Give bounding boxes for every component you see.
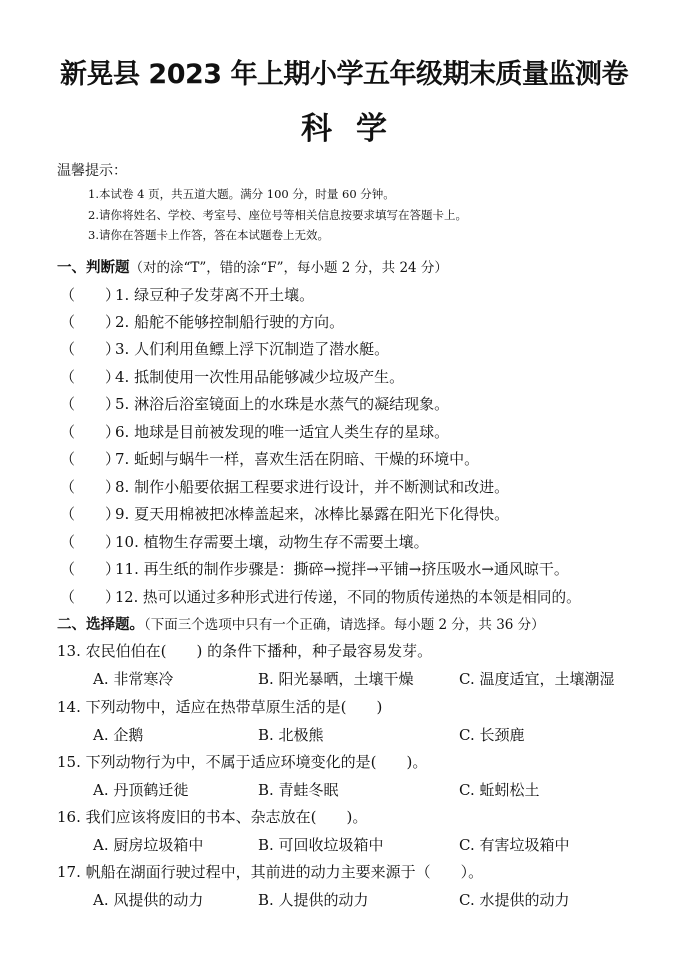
tip-item: 3.请你在答题卡上作答，答在本试题卷上无效。 — [88, 228, 329, 242]
tf-item-text: 6. 地球是目前被发现的唯一适宜人类生存的星球。 — [115, 423, 450, 441]
question-stem: 16. 我们应该将废旧的书本、杂志放在( )。 — [57, 808, 368, 826]
exam-title: 新晃县 2023 年上期小学五年级期末质量监测卷 — [60, 59, 628, 90]
tf-item-text: 2. 船舵不能够控制船行驶的方向。 — [115, 313, 345, 331]
answer-blank: （ ） — [60, 340, 121, 358]
option-b: B. 人提供的动力 — [258, 891, 369, 909]
tf-item — [60, 448, 479, 468]
tf-item — [60, 311, 344, 331]
tf-item-text: 8. 制作小船要依据工程要求进行设计，并不断测试和改进。 — [115, 478, 510, 496]
section-1-heading: 一、判断题 — [57, 260, 130, 276]
section-1-header — [57, 256, 448, 277]
section-2-note: （下面三个选项中只有一个正确，请选择。每小题 2 分，共 36 分） — [144, 617, 545, 633]
option-c: C. 长颈鹿 — [459, 726, 525, 744]
option-b: B. 北极熊 — [258, 726, 324, 744]
tip-item: 1.本试卷 4 页，共五道大题。满分 100 分，时量 60 分钟。 — [88, 187, 395, 201]
tf-item-text: 1. 绿豆种子发芽离不开土壤。 — [115, 286, 315, 304]
question-stem: 15. 下列动物行为中，不属于适应环境变化的是( )。 — [57, 753, 428, 771]
option-b: B. 阳光暴晒，土壤干燥 — [258, 670, 414, 688]
question-stem: 14. 下列动物中，适应在热带草原生活的是( ) — [57, 698, 383, 716]
answer-blank: （ ） — [60, 588, 121, 606]
option-a: A. 非常寒冷 — [93, 670, 174, 688]
answer-blank: （ ） — [60, 478, 121, 496]
option-c: C. 蚯蚓松土 — [459, 781, 540, 799]
section-1-note: （对的涂“T”，错的涂“F”，每小题 2 分，共 24 分） — [129, 260, 448, 276]
tf-item — [60, 503, 509, 523]
tf-item — [60, 338, 389, 358]
tf-item — [60, 366, 404, 386]
subject-title: 科学 — [301, 111, 411, 147]
question-stem: 13. 农民伯伯在( ) 的条件下播种，种子最容易发芽。 — [57, 642, 433, 660]
answer-blank: （ ） — [60, 560, 121, 578]
tf-item-text: 7. 蚯蚓与蜗牛一样，喜欢生活在阴暗、干燥的环境中。 — [115, 450, 480, 468]
tf-item — [60, 558, 569, 578]
option-b: B. 青蛙冬眠 — [258, 781, 339, 799]
tf-item — [60, 393, 449, 413]
section-2-heading: 二、选择题。 — [57, 617, 144, 633]
tf-item-text: 3. 人们利用鱼鳔上浮下沉制造了潜水艇。 — [115, 340, 390, 358]
tf-item-text: 10. 植物生存需要土壤，动物生存不需要土壤。 — [115, 533, 429, 551]
option-a: A. 厨房垃圾箱中 — [93, 836, 204, 854]
answer-blank: （ ） — [60, 533, 121, 551]
tips-heading: 温馨提示： — [57, 163, 127, 179]
tf-item — [60, 421, 449, 441]
tip-item: 2.请你将姓名、学校、考室号、座位号等相关信息按要求填写在答题卡上。 — [88, 208, 467, 222]
option-c: C. 温度适宜，土壤潮湿 — [459, 670, 615, 688]
answer-blank: （ ） — [60, 450, 121, 468]
tf-item — [60, 476, 509, 496]
tf-item — [60, 284, 314, 304]
tf-item — [60, 531, 429, 551]
answer-blank: （ ） — [60, 368, 121, 386]
option-a: A. 企鹅 — [93, 726, 144, 744]
answer-blank: （ ） — [60, 286, 121, 304]
tf-item — [60, 586, 581, 606]
answer-blank: （ ） — [60, 313, 121, 331]
option-a: A. 丹顶鹤迁徙 — [93, 781, 189, 799]
tf-item-text: 9. 夏天用棉被把冰棒盖起来，冰棒比暴露在阳光下化得快。 — [115, 505, 510, 523]
tf-item-text: 11. 再生纸的制作步骤是：撕碎→搅拌→平铺→挤压吸水→通风晾干。 — [115, 560, 569, 578]
option-a: A. 风提供的动力 — [93, 891, 204, 909]
tf-item-text: 5. 淋浴后浴室镜面上的水珠是水蒸气的凝结现象。 — [115, 395, 450, 413]
tf-item-text: 4. 抵制使用一次性用品能够减少垃圾产生。 — [115, 368, 405, 386]
answer-blank: （ ） — [60, 395, 121, 413]
option-c: C. 有害垃圾箱中 — [459, 836, 570, 854]
question-stem: 17. 帆船在湖面行驶过程中，其前进的动力主要来源于（ ）。 — [57, 863, 484, 881]
tf-item-text: 12. 热可以通过多种形式进行传递，不同的物质传递热的本领是相同的。 — [115, 589, 581, 606]
section-2-header — [57, 613, 545, 634]
answer-blank: （ ） — [60, 423, 121, 441]
answer-blank: （ ） — [60, 505, 121, 523]
option-c: C. 水提供的动力 — [459, 891, 570, 909]
option-b: B. 可回收垃圾箱中 — [258, 836, 384, 854]
